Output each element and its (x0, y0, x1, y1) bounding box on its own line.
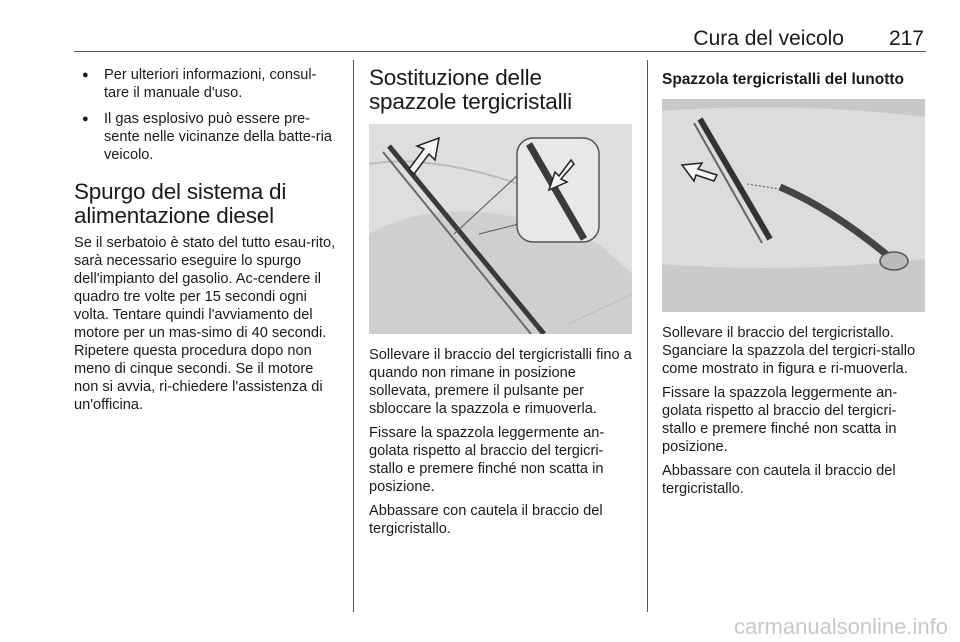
column-divider-2 (647, 60, 648, 612)
bullet-item: ● Il gas esplosivo può essere pre-sente nelle vicinanze della batte-ria veicolo. (74, 110, 340, 164)
rear-wiper-step-2: Fissare la spazzola leggermente an-golata rispetto al braccio del tergicri-stallo e premere finché non scatta in posizione. (662, 385, 898, 455)
rear-wiper-step-1: Sollevare il braccio del tergicristallo. Sganciare la spazzola del tergicri-stallo come mostrato in figura e ri-muoverla. (662, 325, 916, 377)
windscreen-wiper-illustration (369, 124, 632, 334)
rear-wiper-illustration (662, 99, 925, 312)
wiper-step-3: Abbassare con cautela il braccio del tergicristallo. (369, 503, 603, 537)
diesel-paragraph: Se il serbatoio è stato del tutto esau-rito, sarà necessario eseguire lo spurgo dell'impianto del gasolio. Ac-cendere il quadro tre volte per 15 secondi ogni volta. Tentare quindi l'avviamento del motore per un mas-simo di 40 secondi. Ripetere questa procedura dopo non meno di cinque secondi. Se il motore non si avvia, ri-chiedere l'assistenza di un'officina. (74, 235, 336, 413)
bullet-item: ● Per ulteriori informazioni, consul-tare il manuale d'uso. (74, 66, 340, 102)
column-divider-1 (353, 60, 354, 612)
wiper-diagram (369, 124, 632, 334)
section-heading-diesel: Spurgo del sistema di alimentazione diesel (74, 179, 287, 228)
column-2 (369, 66, 634, 538)
section-title: Cura del veicolo (693, 27, 844, 50)
watermark: carmanualsonline.info (733, 614, 948, 639)
column-3 (662, 66, 926, 498)
page-header (74, 28, 926, 50)
section-heading-rear-wiper: Spazzola tergicristalli del lunotto (662, 71, 905, 88)
bullet-list (74, 66, 340, 164)
rear-wiper-step-3: Abbassare con cautela il braccio del tergicristallo. (662, 463, 896, 497)
rear-wiper-diagram (662, 99, 925, 312)
wiper-step-2: Fissare la spazzola leggermente an-golata rispetto al braccio del tergicri-stallo e premere finché non scatta in posizione. (369, 425, 605, 495)
page-number: 217 (888, 27, 924, 50)
header-rule (74, 51, 926, 52)
section-heading-wiper: Sostituzione delle spazzole tergicristalli (369, 65, 572, 114)
wiper-step-1: Sollevare il braccio del tergicristalli fino a quando non rimane in posizione sollevata, premere il pulsante per sbloccare la spazzola e rimuoverla. (369, 347, 632, 417)
column-1 (74, 66, 340, 414)
